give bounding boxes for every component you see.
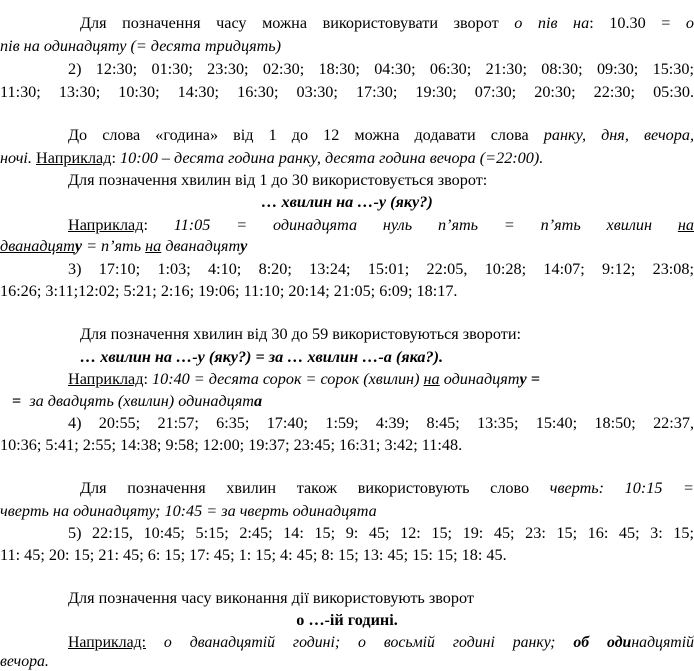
s2-line2: ночі. Наприклад: 10:00 – десята година ранку, десята година вечора (=22:00). [0, 149, 544, 167]
s2-pattern-text: … хвилин на …-у (яку?) [261, 193, 433, 211]
s5-example-line2: вечора. [0, 653, 49, 670]
s1-intro-example-it: о [685, 14, 694, 32]
s2-ex2-b: = одинадцята нуль п’ять = п’ять хвилин [236, 216, 653, 234]
s5-ex-c: надцятій [631, 634, 694, 651]
s4-rule-lead: Для позначення хвилин також використовують слово [80, 479, 530, 497]
s2-ex2-time: 11:05 [173, 216, 211, 234]
s2-line2-word: ночі. [0, 149, 32, 167]
s4-exercise-line1: 5) 22:15, 10:45; 5:15; 2:45; 14: 15; 9: 45; 12: 15; 19: 45; 23: 15; 16: 45; 3: 15; [68, 524, 694, 542]
s2-example-label: Наприклад [36, 149, 112, 167]
s3-ex-c: у = [519, 370, 540, 388]
s3-example-line1: Наприклад: 10:40 = десята сорок = сорок (хвилин) на одинадцяту = [68, 370, 540, 388]
s2-example2-line2 [0, 237, 694, 256]
s3-ex2-eq: = [12, 392, 22, 410]
s1-colon: : [589, 14, 594, 32]
s5-ex-b: об оди [573, 634, 632, 651]
s2-example2-label: Наприклад [68, 216, 144, 234]
s5-example-line1 [0, 633, 694, 652]
s3-ex-b: одинадцят [443, 370, 520, 388]
s5-pattern [0, 611, 694, 630]
s2-line1-words: ранку, дня, вечора, [543, 126, 694, 144]
s5-ex-a: о дванадцятій годині; о восьмій годині ранку; [163, 634, 556, 651]
s1-intro-line1 [0, 14, 694, 33]
s1-intro-example: 10.30 = [609, 14, 671, 32]
s2-ex2-g: дванадцят [165, 237, 241, 255]
s4-line2: чверть на одинадцяту; 10:45 = за чверть одинадцята [0, 502, 377, 520]
s3-exercise-line2: 10:36; 5:41; 2:55; 14:38; 9:58; 12:00; 19:37; 23:45; 16:31; 3:42; 11:48. [0, 436, 463, 454]
s2-ex2-c: дванадцят [0, 237, 75, 255]
s2-pattern [0, 193, 694, 212]
s4-exercise-line2: 11: 45; 20: 15; 21: 45; 6: 15; 17: 45; 1: 15; 4: 45; 8: 15; 13: 45; 15: 15; 18: 45. [0, 546, 507, 564]
s2-ex2-h: у [240, 237, 248, 255]
s2-exercise-line2: 16:26; 3:11;12:02; 5:21; 2:16; 19:06; 11:10; 20:14; 21:05; 6:09; 18:17. [0, 282, 458, 300]
s5-example-label: Наприклад: [68, 634, 147, 651]
s3-exercise-line1: 4) 20:55; 21:57; 6:35; 17:40; 1:59; 4:39; 8:45; 13:35; 15:40; 18:50; 22:37, [68, 414, 694, 432]
s5-pattern-text: о …-ій годині. [296, 611, 398, 629]
s4-rule-word: чверть [549, 479, 599, 497]
s3-rule: Для позначення хвилин від 30 до 59 використовуються звороти: [80, 325, 521, 343]
s2-line1-lead: До слова «година» від 1 до 12 можна додавати слова [68, 126, 529, 144]
s2-minutes-rule: Для позначення хвилин від 1 до 30 використовується зворот: [68, 171, 488, 189]
s2-line1 [0, 126, 694, 145]
s2-ex2-f: на [145, 237, 162, 255]
s3-ex2-c: а [254, 392, 263, 410]
s3-example-line2 [12, 392, 694, 411]
s1-intro-line2: пів на одинадцяту (= десята тридцять) [0, 37, 282, 55]
s3-pattern-text: … хвилин на …-у (яку?) = за … хвилин …-а (яка?). [80, 348, 444, 366]
s2-ex2-d: у [74, 237, 83, 255]
s1-intro-lead: Для позначення часу можна використовувати зворот [80, 14, 499, 32]
s3-ex2-b: за двадцять (хвилин) одинадцят [29, 392, 254, 410]
s2-exercise-line1: 3) 17:10; 1:03; 4:10; 8:20; 13:24; 15:01; 22:05, 10:28; 14:07; 9:12; 23:08; [68, 260, 694, 278]
s1-intro-phrase: о пів на [514, 14, 590, 32]
s3-example-label: Наприклад [68, 370, 144, 388]
s4-rule [0, 479, 694, 498]
s2-example2-line1: Наприклад: 11:05 = одинадцята нуль п’ять = п’ять хвилин на [68, 216, 694, 234]
s2-line2-example: 10:00 – десята година ранку, десята година вечора (=22:00). [120, 149, 544, 167]
s4-rule-example: : 10:15 = [598, 479, 694, 497]
s2-ex2-na: на [677, 216, 694, 234]
s3-ex-a: 10:40 = десята сорок = сорок (хвилин) [152, 370, 420, 388]
s2-ex2-e: = п’ять [86, 237, 142, 255]
s3-ex-na: на [423, 370, 440, 388]
s5-rule: Для позначення часу виконання дії використовують зворот [68, 589, 474, 607]
s3-pattern [80, 348, 694, 367]
s1-exercise-line1: 2) 12:30; 01:30; 23:30; 02:30; 18:30; 04:30; 06:30; 21:30; 08:30; 09:30; 15:30; [68, 60, 694, 78]
s1-exercise-line2: 11:30; 13:30; 10:30; 14:30; 16:30; 03:30; 17:30; 19:30; 07:30; 20:30; 22:30; 05:30. [0, 83, 694, 101]
